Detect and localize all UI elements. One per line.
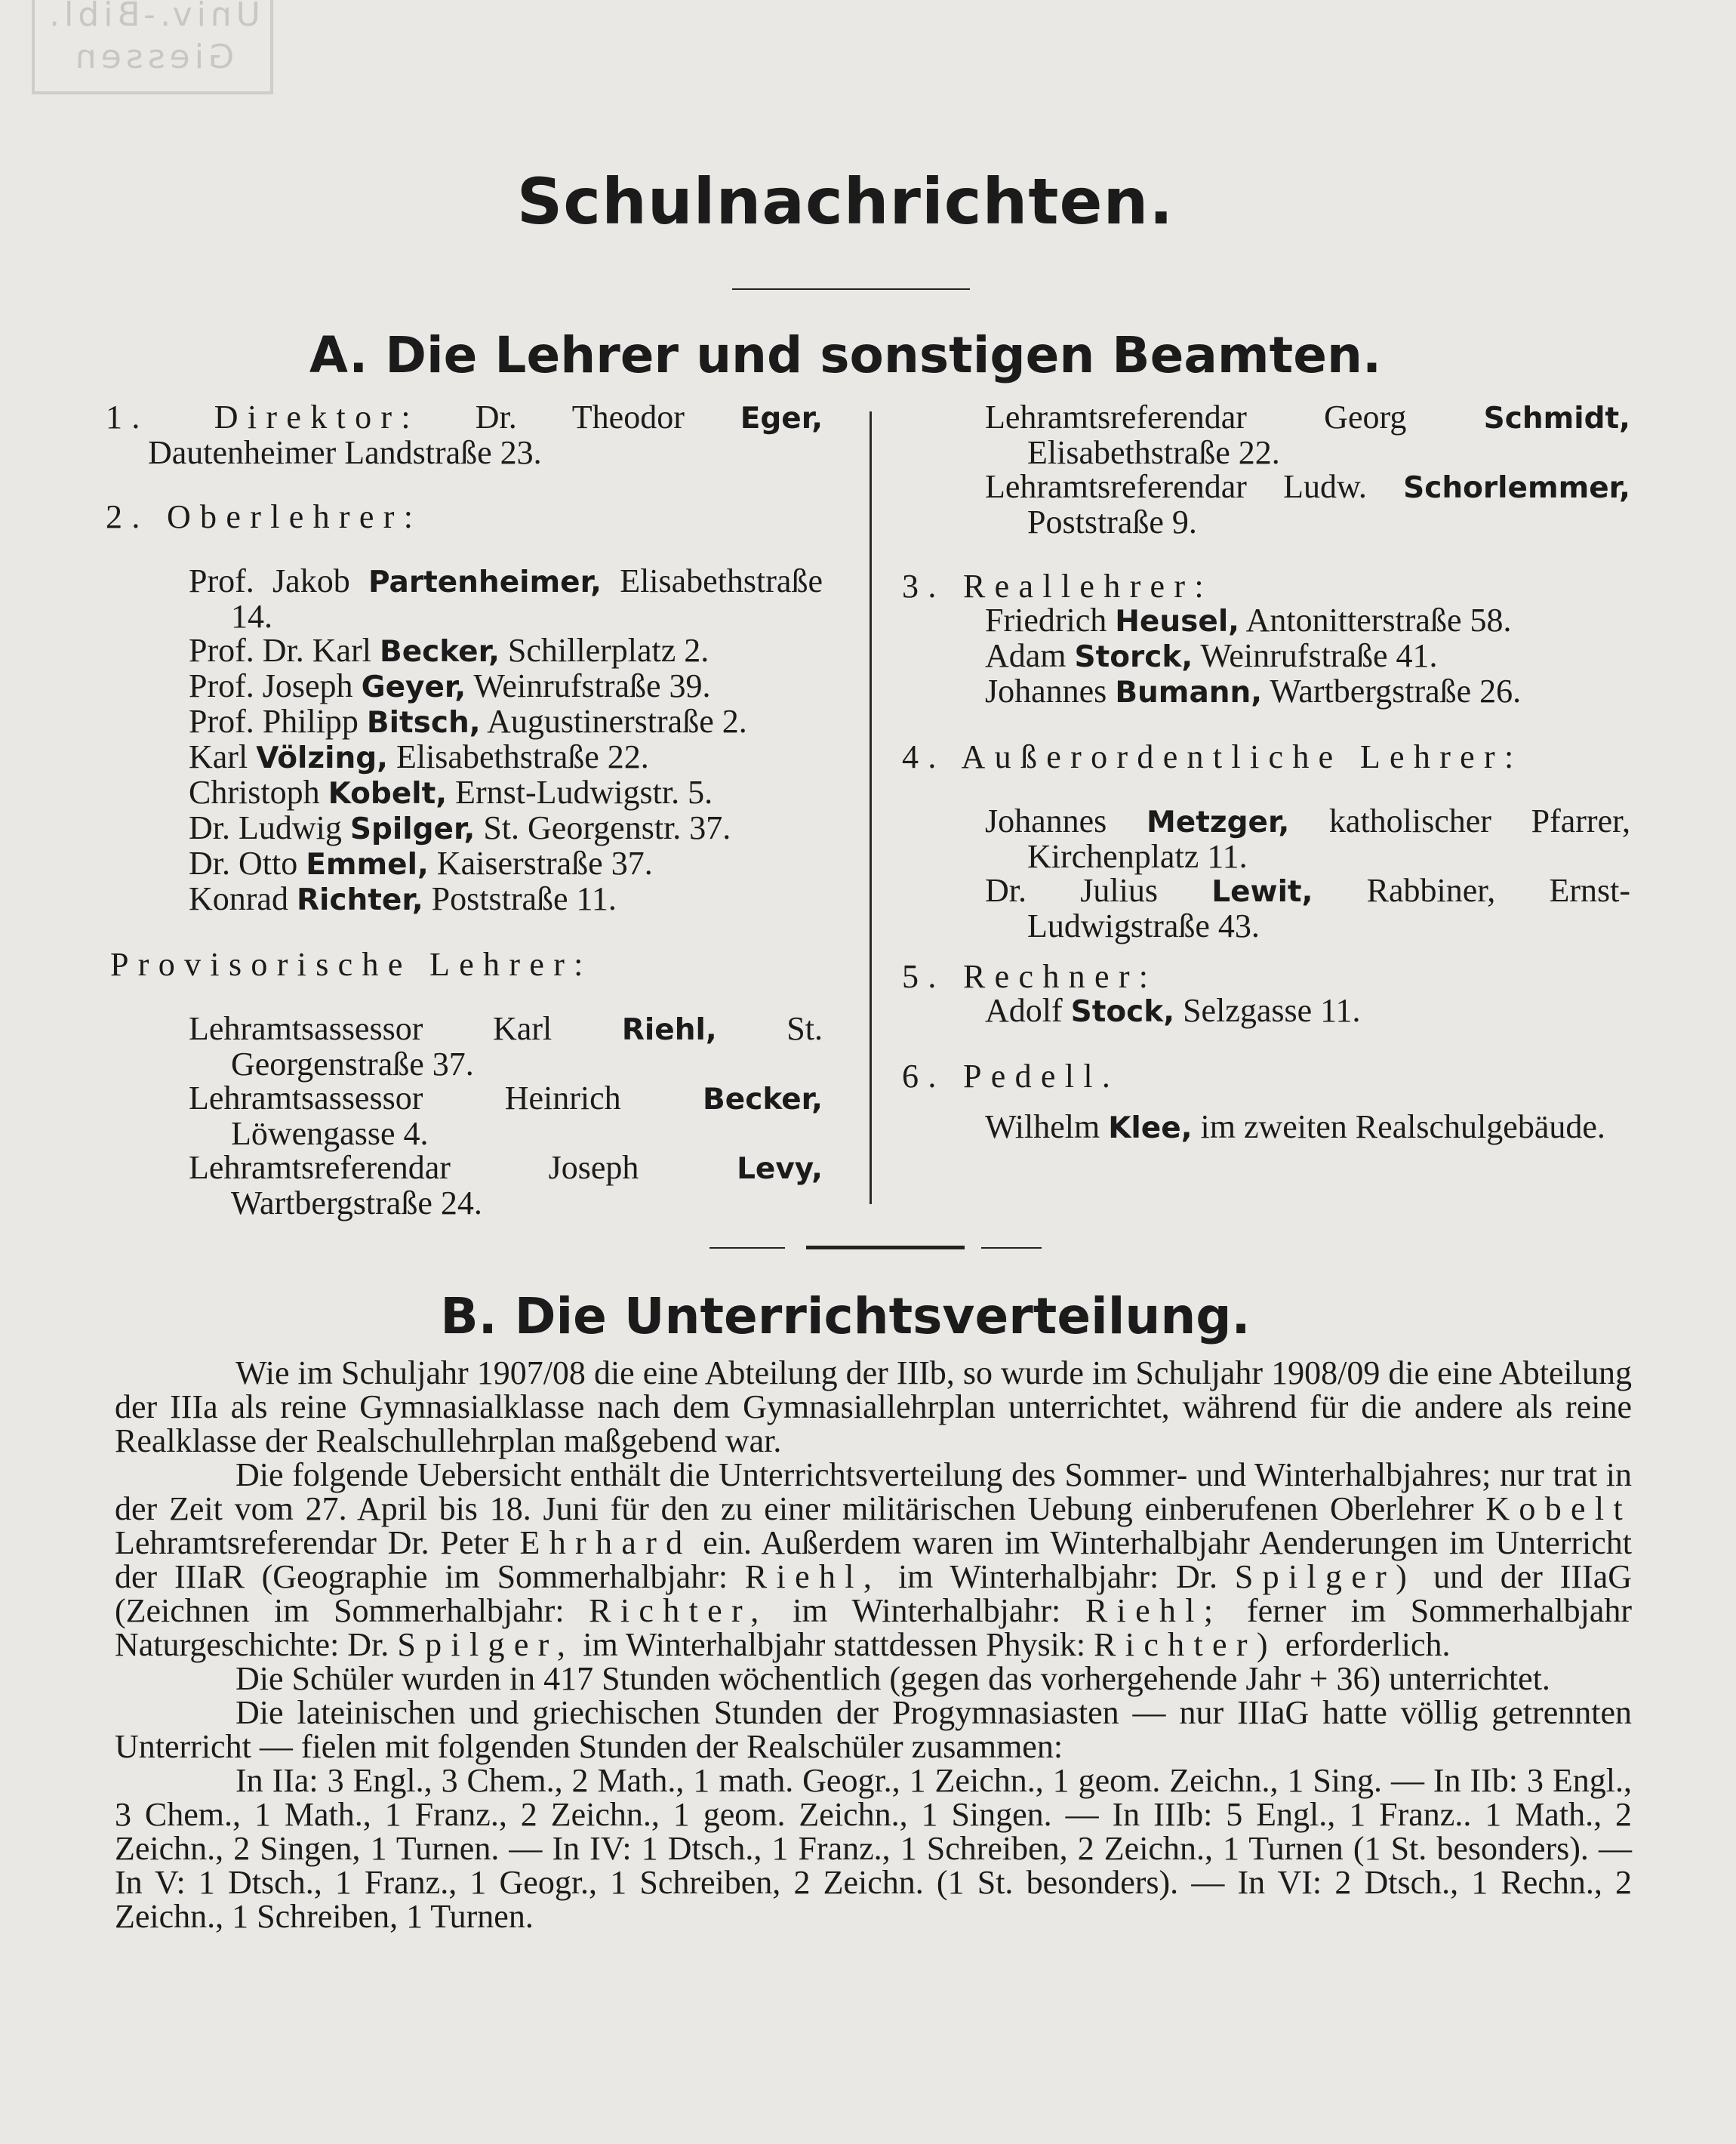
- list-item: Lehramtsassessor Heinrich Becker, Löwengasse 4.: [189, 1080, 823, 1152]
- list-item: Lehramtsassessor Karl Riehl, St. Georgenstraße 37.: [189, 1010, 823, 1083]
- pedell-heading: 6. Pedell.: [902, 1058, 1120, 1095]
- list-item: Lehramtsreferendar Ludw. Schorlemmer, Poststraße 9.: [985, 468, 1630, 541]
- list-item: Lehramtsreferendar Georg Schmidt, Elisabethstraße 22.: [985, 399, 1630, 471]
- paragraph-5: In IIa: 3 Engl., 3 Chem., 2 Math., 1 math. Geogr., 1 Zeichn., 1 geom. Zeichn., 1 Sing. — In IIb: 3 Engl., 3 Chem., 1 Math., 1 Franz., 2 Zeichn., 1 geom. Zeichn., 1 Singen. — In IIIb: 5 Engl., 1 Franz.. 1 Math., 2 Zeichn., 2 Singen, 1 Turnen. — In IV: 1 Dtsch., 1 Franz., 1 Schreiben, 2 Zeichn., 1 Turnen (1 St. besonders). — In V: 1 Dtsch., 1 Franz., 1 Geogr., 1 Schreiben, 2 Zeichn. (1 St. besonders). — In VI: 2 Dtsch., 1 Rechn., 2 Zeichn., 1 Schreiben, 1 Turnen.: [115, 1762, 1632, 1935]
- list-item: Johannes Metzger, katholischer Pfarrer, Kirchenplatz 11.: [985, 802, 1630, 875]
- column-divider: [870, 411, 872, 1204]
- list-item: Lehramtsreferendar Joseph Levy, Wartbergstraße 24.: [189, 1149, 823, 1221]
- provisorische-list: [189, 1012, 823, 1220]
- list-item: Konrad Richter, Poststraße 11.: [189, 880, 617, 917]
- oberlehrer-heading: 2. Oberlehrer:: [106, 498, 423, 535]
- list-item: Dr. Ludwig Spilger, St. Georgenstr. 37.: [189, 809, 731, 846]
- direktor-name: Eger,: [740, 402, 823, 436]
- paragraph-4: Die lateinischen und griechischen Stunden der Progymnasiasten — nur IIIaG hatte völlig getrennten Unterricht — fielen mit folgenden Stunden der Realschüler zusammen:: [115, 1694, 1632, 1765]
- list-item: Prof. Dr. Karl Becker, Schillerplatz 2.: [189, 632, 709, 669]
- page-title: Schulnachrichten.: [516, 165, 1174, 239]
- list-item: Adolf Stock, Selzgasse 11.: [985, 992, 1361, 1029]
- paragraph-2: Die folgende Uebersicht enthält die Unterrichtsverteilung des Sommer- und Winterhalbjahres; nur trat in der Zeit vom 27. April bis 18. Juni für den zu einer militärischen Uebung einberufenen Oberlehrer Kobelt Lehramtsreferendar Dr. Peter Ehrhard ein. Außerdem waren im Winterhalbjahr Aenderungen im Unterricht der IIIaR (Geographie im Sommerhalbjahr: Riehl, im Winterhalbjahr: Dr. Spilger) und der IIIaG (Zeichnen im Sommerhalbjahr: Richter, im Winterhalbjahr: Riehl; ferner im Sommerhalbjahr Naturgeschichte: Dr. Spilger, im Winterhalbjahr stattdessen Physik: Richter) erforderlich.: [115, 1456, 1633, 1663]
- staff-column-left: [106, 400, 823, 1220]
- reallehrer-heading: 3. Reallehrer:: [902, 568, 1213, 605]
- section-a-heading: A. Die Lehrer und sonstigen Beamten.: [309, 326, 1382, 384]
- library-stamp: [32, 0, 273, 94]
- list-item: Dr. Otto Emmel, Kaiserstraße 37.: [189, 845, 653, 882]
- ausserordentliche-list: [985, 804, 1630, 943]
- oberlehrer-list: [189, 564, 823, 917]
- list-item: Dr. Julius Lewit, Rabbiner, Ernst-Ludwigstraße 43.: [985, 872, 1630, 944]
- paragraph-1: Wie im Schuljahr 1907/08 die eine Abteilung der IIIb, so wurde im Schuljahr 1908/09 die eine Abteilung der IIIa als reine Gymnasialklasse nach dem Gymnasiallehrplan unterrichtet, während für die andere als reine Realklasse der Realschullehrplan maßgebend war.: [115, 1354, 1632, 1459]
- list-item: Karl Völzing, Elisabethstraße 22.: [189, 738, 649, 775]
- referendare-list: [985, 400, 1630, 539]
- ausserordentliche-heading: 4. Außerordentliche Lehrer:: [902, 738, 1523, 775]
- list-item: Prof. Jakob Partenheimer, Elisabethstraße 14.: [189, 562, 823, 635]
- direktor-entry: 1. Direktor: Dr. Theodor Eger, Dautenheimer Landstraße 23.: [106, 399, 823, 471]
- title-divider: [732, 288, 970, 290]
- section-b-heading: B. Die Unterrichtsverteilung.: [440, 1287, 1251, 1345]
- staff-column-right: [902, 400, 1630, 1145]
- section-divider-right: [981, 1247, 1042, 1249]
- list-item: Friedrich Heusel, Antonitterstraße 58.: [985, 602, 1512, 639]
- rechner-list: [985, 993, 1630, 1029]
- stamp-line-1: Univ.-Bibl.: [45, 0, 260, 34]
- rechner-heading: 5. Rechner:: [902, 958, 1158, 995]
- provisorische-heading: Provisorische Lehrer:: [110, 946, 593, 983]
- list-item: Prof. Philipp Bitsch, Augustinerstraße 2.: [189, 703, 747, 740]
- section-b-body: [115, 1356, 1632, 1933]
- stamp-line-2: Giessen: [70, 38, 235, 76]
- list-item: Adam Storck, Weinrufstraße 41.: [985, 637, 1438, 674]
- section-divider-center: [806, 1246, 965, 1249]
- list-item: Prof. Joseph Geyer, Weinrufstraße 39.: [189, 667, 711, 704]
- reallehrer-list: [985, 603, 1630, 710]
- section-divider-left: [709, 1247, 785, 1249]
- list-item: Johannes Bumann, Wartbergstraße 26.: [985, 673, 1522, 710]
- list-item: Christoph Kobelt, Ernst-Ludwigstr. 5.: [189, 774, 713, 811]
- direktor-label: 1. Direktor:: [106, 399, 420, 436]
- list-item: Wilhelm Klee, im zweiten Realschulgebäude.: [985, 1108, 1605, 1145]
- paragraph-3: Die Schüler wurden in 417 Stunden wöchentlich (gegen das vorhergehende Jahr + 36) unterrichtet.: [235, 1660, 1550, 1697]
- pedell-list: [985, 1110, 1630, 1145]
